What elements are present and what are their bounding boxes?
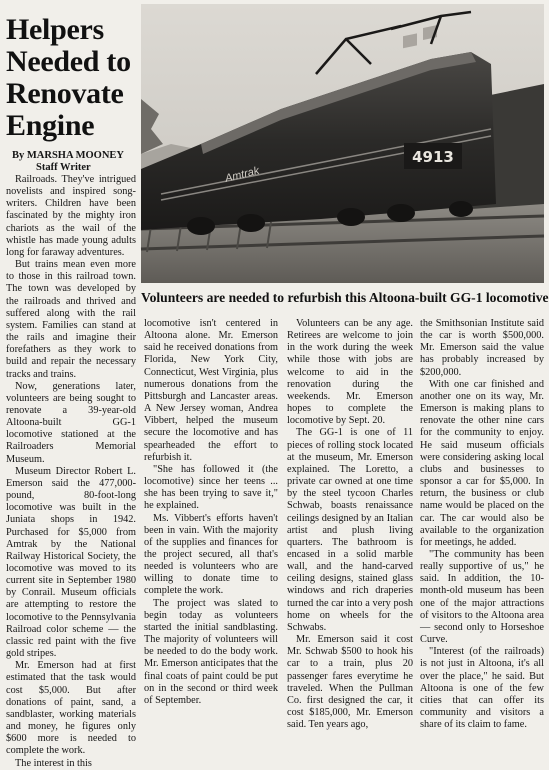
paragraph: the Smithsonian Institute said the car is worth $500,000. Mr. Emerson said the value has probably increased by $200,000. <box>420 318 544 378</box>
photo-caption: Volunteers are needed to refurbish this Altoona-built GG-1 locomotive <box>141 290 549 305</box>
locomotive-photo <box>141 4 544 283</box>
headline-line-4: Engine <box>6 109 95 142</box>
headline-line-2: Needed to <box>6 45 131 78</box>
article-column-4 <box>420 318 544 731</box>
paragraph: Mr. Emerson had at first estimated that the task would cost $5,000. But after donations of paint, sand, a sandblaster, working materials and money, he figures only $600 more is needed to complete the work. <box>6 660 136 757</box>
headline <box>6 14 138 142</box>
article-column-1 <box>6 150 136 769</box>
paragraph: The project was slated to begin today as volunteers started the initial sandblasting. The majority of volunteers will be needed to do the body work. Mr. Emerson anticipates that the final coats of paint could be put on in the second or third week of September. <box>144 597 278 706</box>
paragraph: Museum Director Robert L. Emerson said the 477,000-pound, 80-foot-long locomotive was built in the Juniata shops in 1942. Purchased for $5,000 from Amtrak by the National Railway Historical Society, the locomotive was moved to its current site in September 1980 by Conrail. Museum officials are attempting to restore the locomotive to the Pennsylvania Railroad color scheme — the classic red paint with the five gold stripes. <box>6 465 136 660</box>
paragraph: "Interest (of the railroads) is not just in Altoona, it's all over the place," he said. But Altoona is one of the few cities that can offer its community and visitors a share of its claim to fame. <box>420 646 544 731</box>
locomotive-nameplate: Amtrak <box>223 164 261 185</box>
paragraph: Now, generations later, volunteers are being sought to renovate a 39-year-old Altoona-built GG-1 locomotive stationed at the Railroaders Memorial Museum. <box>6 380 136 465</box>
paragraph: The GG-1 is one of 11 pieces of rolling stock located at the museum, Mr. Emerson explained. The Loretto, a private car owned at one time by the steel tycoon Charles Schwab, boasts renaissance ceilings designed by an Italian artist and plush living quarters. The bathroom is encased in a solid marble wall, and the hand-carved ceiling designs, stained glass windows and rich draperies turned the car into a very posh home on wheels for the Schwabs. <box>287 427 413 633</box>
headline-line-1: Helpers <box>6 13 104 46</box>
byline: By MARSHA MOONEY <box>12 150 125 161</box>
paragraph: The interest in this <box>15 757 92 769</box>
paragraph: Railroads. They've intrigued novelists and inspired song-writers. Children have been fascinated by the mighty iron chariots as the wail of the whistle has made young adults long for faraway adventures. <box>6 174 136 258</box>
paragraph: Mr. Emerson said it cost Mr. Schwab $500 to hook his car to a train, plus 20 passenger fares everytime he traveled. When the Pullman Co. first designed the car, it cost $185,000, Mr. Emerson said. Ten years ago, <box>287 634 413 731</box>
paragraph: locomotive isn't centered in Altoona alone. Mr. Emerson said he received donations from Florida, New York City, Connecticut, West Virginia, plus numerous donations from the Pittsburgh and Lancaster areas. A New Jersey woman, Andrea Vibbert, helped the museum secure the locomotive and has spearheaded the effort to refurbish it. <box>144 318 278 463</box>
paragraph: With one car finished and another one on its way, Mr. Emerson is making plans to renovate the other nine cars for the community to enjoy. He said museum officials were considering asking local clubs and businesses to sponsor a car for $5,000. In return, the business or club name would be placed on the car. The car would also be available to the organization for meetings, he added. <box>420 378 544 548</box>
paragraph: "The community has been really supportive of us," he said. In addition, the 10-month-old museum has been one of the major attractions of visitors to the Altoona area — second only to Horseshoe Curve. <box>420 548 544 646</box>
paragraph: "She has followed it (the locomotive) since her teens ... she has been trying to save it," he explained. <box>144 463 278 512</box>
paragraph: Ms. Vibbert's efforts haven't been in vain. With the majority of the supplies and finances for the project secured, all that's needed is volunteers who are willing to donate time to complete the work. <box>144 512 278 597</box>
staff-writer-label: Staff Writer <box>36 162 91 173</box>
paragraph: Volunteers can be any age. Retirees are welcome to join in the work during the week while those with jobs are welcome to aid in the renovation during the weekends. Mr. Emerson hopes to complete the locomotive by Sept. 20. <box>287 318 413 427</box>
paragraph: But trains mean even more to those in this railroad town. The town was developed by the railroads and thrived and suffered along with the rail system. Families can stand at the rails and imagine their forefathers as they work to build and repair the necessary tracks and trains. <box>6 259 136 380</box>
headline-line-3: Renovate <box>6 77 124 110</box>
locomotive-number: 4913 <box>412 148 454 166</box>
article-column-2 <box>144 318 278 706</box>
article-column-3 <box>287 318 413 731</box>
